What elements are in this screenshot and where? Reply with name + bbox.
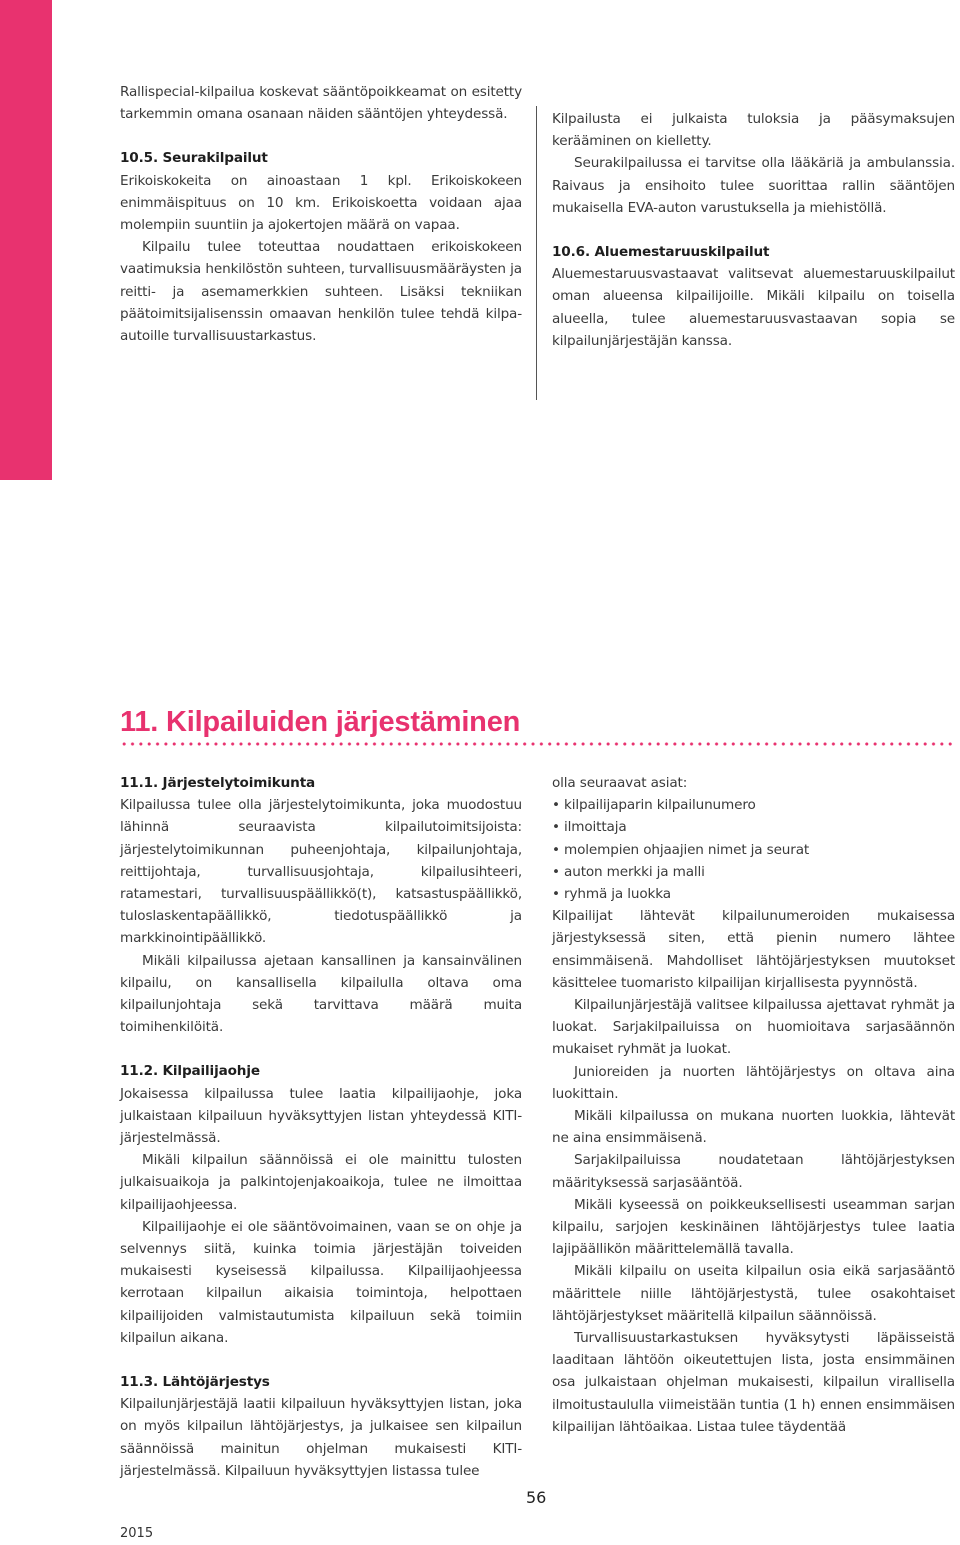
section-10-6-heading: 10.6. Aluemestaruuskilpailut [552, 244, 770, 261]
bottom-right-column [552, 772, 955, 1438]
section-11-1-heading: 11.1. Järjestelytoimikunta [120, 775, 316, 791]
section-11-2-paragraph-2: Mikäli kilpailun säännöissä ei ole mainittu tulosten julkaisuaikoja ja palkintojenjakoaikoja, tulee ne ilmoittaa kilpailijaohjeessa. [120, 1152, 522, 1213]
section-10-5-paragraph-2: Kilpailu tulee toteuttaa noudattaen erikoiskokeen vaatimuksia henkilöstön suhteen, turvallisuusmääräysten ja reitti- ja asemamerkkien suhteen. Lisäksi tekniikan päätoimitsijalisenssin omaavan henkilön tulee tehdä kilpa-autoille turvallisuustarkastus. [120, 239, 522, 345]
section-11-1-paragraph-2: Mikäli kilpailussa ajetaan kansallinen ja kansainvälinen kilpailu, on kansallisella kilpailulla oltava oma kilpailunjohtaja sekä tarvittava määrä muita toimihenkilöitä. [120, 952, 522, 1036]
youth-classes-paragraph: Mikäli kilpailussa on mukana nuorten luokkia, lähtevät ne aina ensimmäisenä. [552, 1108, 955, 1147]
column-divider [536, 106, 537, 400]
chapter-title: 11. Kilpailuiden järjestäminen [120, 706, 521, 738]
pink-side-bar [0, 0, 52, 480]
intro-paragraph: Rallispecial-kilpailua koskevat sääntöpoikkeamat on esitetty tarkemmin omana osanaan näiden sääntöjen yhteydessä. [120, 84, 522, 123]
list-item: • auton merkki ja malli [552, 861, 955, 883]
results-paragraph: Kilpailusta ei julkaista tuloksia ja pääsymaksujen kerääminen on kielletty. [552, 111, 955, 150]
multi-part-paragraph: Mikäli kilpailu on useita kilpailun osia eikä sarjasääntö määrittele niille lähtöjärjestystä, tulee osakohtaiset lähtöjärjestykset määritellä kilpailun säännöissä. [552, 1263, 955, 1324]
safety-check-paragraph: Turvallisuustarkastuksen hyväksytysti läpäisseistä laaditaan lähtöön oikeutettujen lista, josta ensimmäinen osa julkaistaan ohjelman mukaisesti, kilpailun virallisella ilmoitustaululla viimeistään tuntia (1 h) ennen ensimmäisen kilpailijan lähtöaikaa. Listaa tulee täydentää [552, 1330, 955, 1435]
start-order-paragraph: Kilpailijat lähtevät kilpailunumeroiden mukaisessa järjestyksessä siten, että pienin numero lähtee ensimmäisenä. Mahdolliset lähtöjärjestyksen muutokset käsittelee tuomaristo kilpailijan kirjallisesta pyynnöstä. [552, 908, 955, 991]
page-number: 56 [526, 1488, 547, 1507]
list-item: • kilpailijaparin kilpailunumero [552, 794, 955, 816]
bottom-left-column [120, 772, 522, 1482]
section-11-2-paragraph-3: Kilpailijaohje ei ole sääntövoimainen, vaan se on ohje ja selvennys siitä, kuinka toimia järjestäjän toiveiden mukaisesti kyseisessä kilpailussa. Kilpailijaohjeessa kerrotaan kilpailun aikaisia toimintoja, helpottaen kilpailijoiden valmistautumista kilpailuun sekä toimiin kilpailun aikana. [120, 1218, 522, 1346]
list-item: • molempien ohjaajien nimet ja seurat [552, 839, 955, 861]
section-11-3-paragraph-1: Kilpailunjärjestäjä laatii kilpailuun hyväksyttyjen listan, joka on myös kilpailun lähtöjärjestys, ja julkaisee sen kilpailun säännöissä mainitun ohjelman mukaisesti KITI-järjestelmässä. Kilpailuun hyväksyttyjen listassa tulee [120, 1396, 522, 1479]
list-item: • ilmoittaja [552, 816, 955, 838]
section-11-3-heading: 11.3. Lähtöjärjestys [120, 1374, 270, 1391]
list-item: • ryhmä ja luokka [552, 883, 955, 905]
ambulance-paragraph: Seurakilpailussa ei tarvitse olla lääkäriä ja ambulanssia. Raivaus ja ensihoito tulee suorittaa rallin sääntöjen mukaisella EVA-auton varustuksella ja miehistöllä. [552, 155, 955, 216]
classes-paragraph: Kilpailunjärjestäjä valitsee kilpailussa ajettavat ryhmät ja luokat. Sarjakilpailuissa on huomioitava sarjasäännön mukaiset ryhmät ja luokat. [552, 997, 955, 1058]
section-10-5-heading: 10.5. Seurakilpailut [120, 150, 268, 167]
juniors-paragraph: Junioreiden ja nuorten lähtöjärjestys on oltava aina luokittain. [552, 1063, 955, 1102]
section-11-2-heading: 11.2. Kilpailijaohje [120, 1063, 260, 1080]
footer-year: 2015 [120, 1526, 154, 1541]
list-intro: olla seuraavat asiat: [552, 775, 688, 791]
series-rules-paragraph: Sarjakilpailuissa noudatetaan lähtöjärjestyksen määrityksessä sarjasääntöä. [552, 1152, 955, 1191]
top-left-column [120, 81, 522, 347]
section-10-6-paragraph: Aluemestaruusvastaavat valitsevat aluemestaruuskilpailut oman alueensa kilpailijoille. Mikäli kilpailu on toisella alueella, tulee aluemestaruusvastaavan sopia se kilpailunjärjestäjän kanssa. [552, 266, 955, 349]
section-11-2-paragraph-1: Jokaisessa kilpailussa tulee laatia kilpailijaohje, joka julkaistaan kilpailuun hyväksyttyjen listan yhteydessä KITI-järjestelmässä. [120, 1085, 522, 1147]
multi-series-paragraph: Mikäli kyseessä on poikkeuksellisesti useamman sarjan kilpailu, sarjojen keskinäinen lähtöjärjestys tulee laatia lajipäällikön määrittelemällä tavalla. [552, 1196, 955, 1258]
required-info-list [552, 794, 955, 905]
dotted-divider [120, 742, 955, 746]
top-right-column [552, 108, 955, 352]
section-10-5-paragraph-1: Erikoiskokeita on ainoastaan 1 kpl. Erikoiskokeen enimmäispituus on 10 km. Erikoiskoetta voidaan ajaa molempiin suuntiin ja ajokertojen määrä on vapaa. [120, 172, 522, 234]
section-11-1-paragraph-1: Kilpailussa tulee olla järjestelytoimikunta, joka muodostuu lähinnä seuraavista kilpailutoimitsijoista: järjestelytoimikunnan puheenjohtaja, kilpailunjohtaja, reittijohtaja, turvallisuusjohtaja, kilpailusihteeri, ratamestari, turvallisuuspäällikkö(t), katsastuspäällikkö, tuloslaskentapäällikkö, tiedotuspäällikkö ja markkinointipäällikkö. [120, 797, 522, 947]
